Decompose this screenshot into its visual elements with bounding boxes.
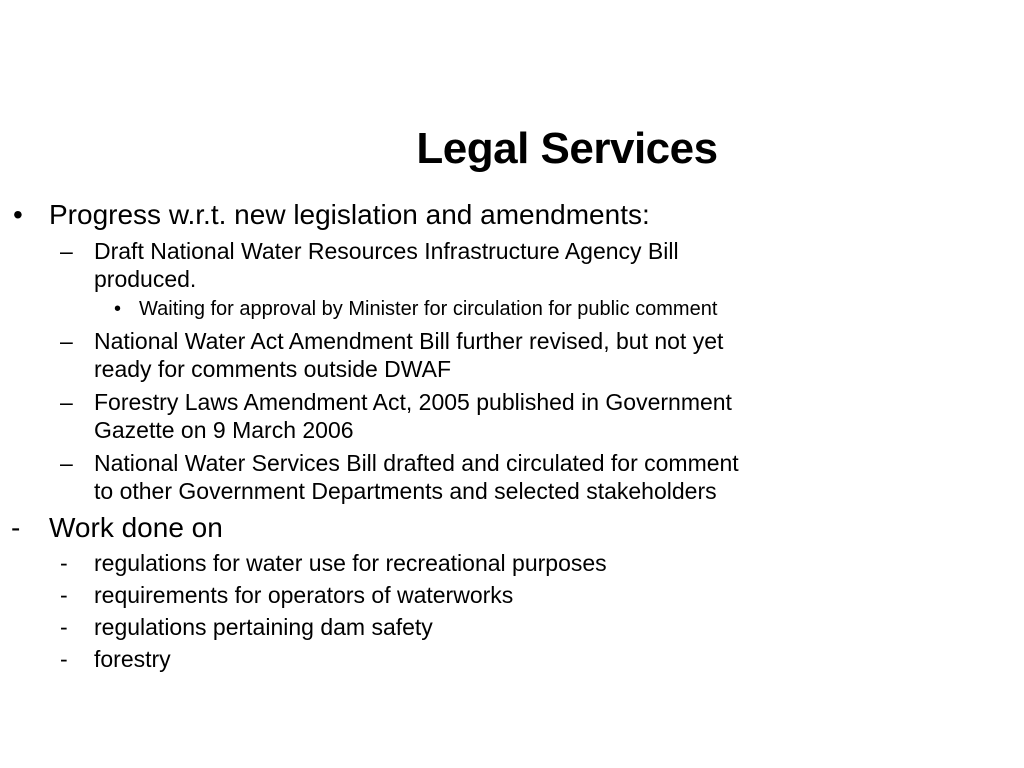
- sub-sub-bullet-waiting-approval: [0, 297, 1024, 322]
- en-dash-icon: –: [60, 450, 73, 476]
- en-dash-icon: –: [60, 389, 73, 415]
- sub-bullet-text-line: ready for comments outside DWAF: [94, 356, 452, 382]
- sub-bullet-text-line: produced.: [94, 266, 197, 292]
- sub-bullet-forestry: [0, 645, 1024, 673]
- sub-bullet-text-line: Forestry Laws Amendment Act, 2005 published in Government: [94, 389, 732, 415]
- sub-bullet-text: regulations pertaining dam safety: [94, 614, 433, 640]
- bullet-dot-icon: •: [13, 199, 23, 230]
- hyphen-bullet-icon: -: [60, 582, 68, 608]
- sub-bullet-agency-bill: [0, 237, 1024, 293]
- slide-title: Legal Services: [416, 124, 718, 173]
- hyphen-bullet-icon: -: [60, 550, 68, 576]
- sub-bullet-text-line: Gazette on 9 March 2006: [94, 417, 354, 443]
- bullet-work-done: [0, 511, 1024, 545]
- sub-bullet-water-act-amendment: [0, 327, 1024, 383]
- en-dash-icon: –: [60, 328, 73, 354]
- sub-bullet-text-line: Draft National Water Resources Infrastructure Agency Bill: [94, 238, 679, 264]
- sub-sub-bullet-text: Waiting for approval by Minister for circulation for public comment: [139, 298, 718, 320]
- slide-body: [0, 198, 1024, 673]
- sub-bullet-text-line: to other Government Departments and selected stakeholders: [94, 478, 717, 504]
- sub-bullet-waterworks-operators: [0, 581, 1024, 609]
- sub-bullet-recreational-regulations: [0, 549, 1024, 577]
- bullet-progress: [0, 198, 1024, 232]
- hyphen-bullet-icon: -: [11, 512, 21, 543]
- hyphen-bullet-icon: -: [60, 646, 68, 672]
- hyphen-bullet-icon: -: [60, 614, 68, 640]
- sub-bullet-dam-safety: [0, 613, 1024, 641]
- en-dash-icon: –: [60, 238, 73, 264]
- sub-bullet-water-services-bill: [0, 449, 1024, 505]
- sub-bullet-forestry-laws: [0, 388, 1024, 444]
- sub-bullet-text: regulations for water use for recreational purposes: [94, 550, 607, 576]
- bullet-dot-icon: •: [114, 298, 122, 320]
- sub-bullet-text-line: National Water Act Amendment Bill further revised, but not yet: [94, 328, 724, 354]
- sub-bullet-text-line: National Water Services Bill drafted and circulated for comment: [94, 450, 739, 476]
- sub-bullet-text: forestry: [94, 646, 171, 672]
- sub-bullet-text: requirements for operators of waterworks: [94, 582, 514, 608]
- bullet-progress-text: Progress w.r.t. new legislation and amendments:: [49, 199, 650, 230]
- bullet-work-done-text: Work done on: [49, 512, 223, 543]
